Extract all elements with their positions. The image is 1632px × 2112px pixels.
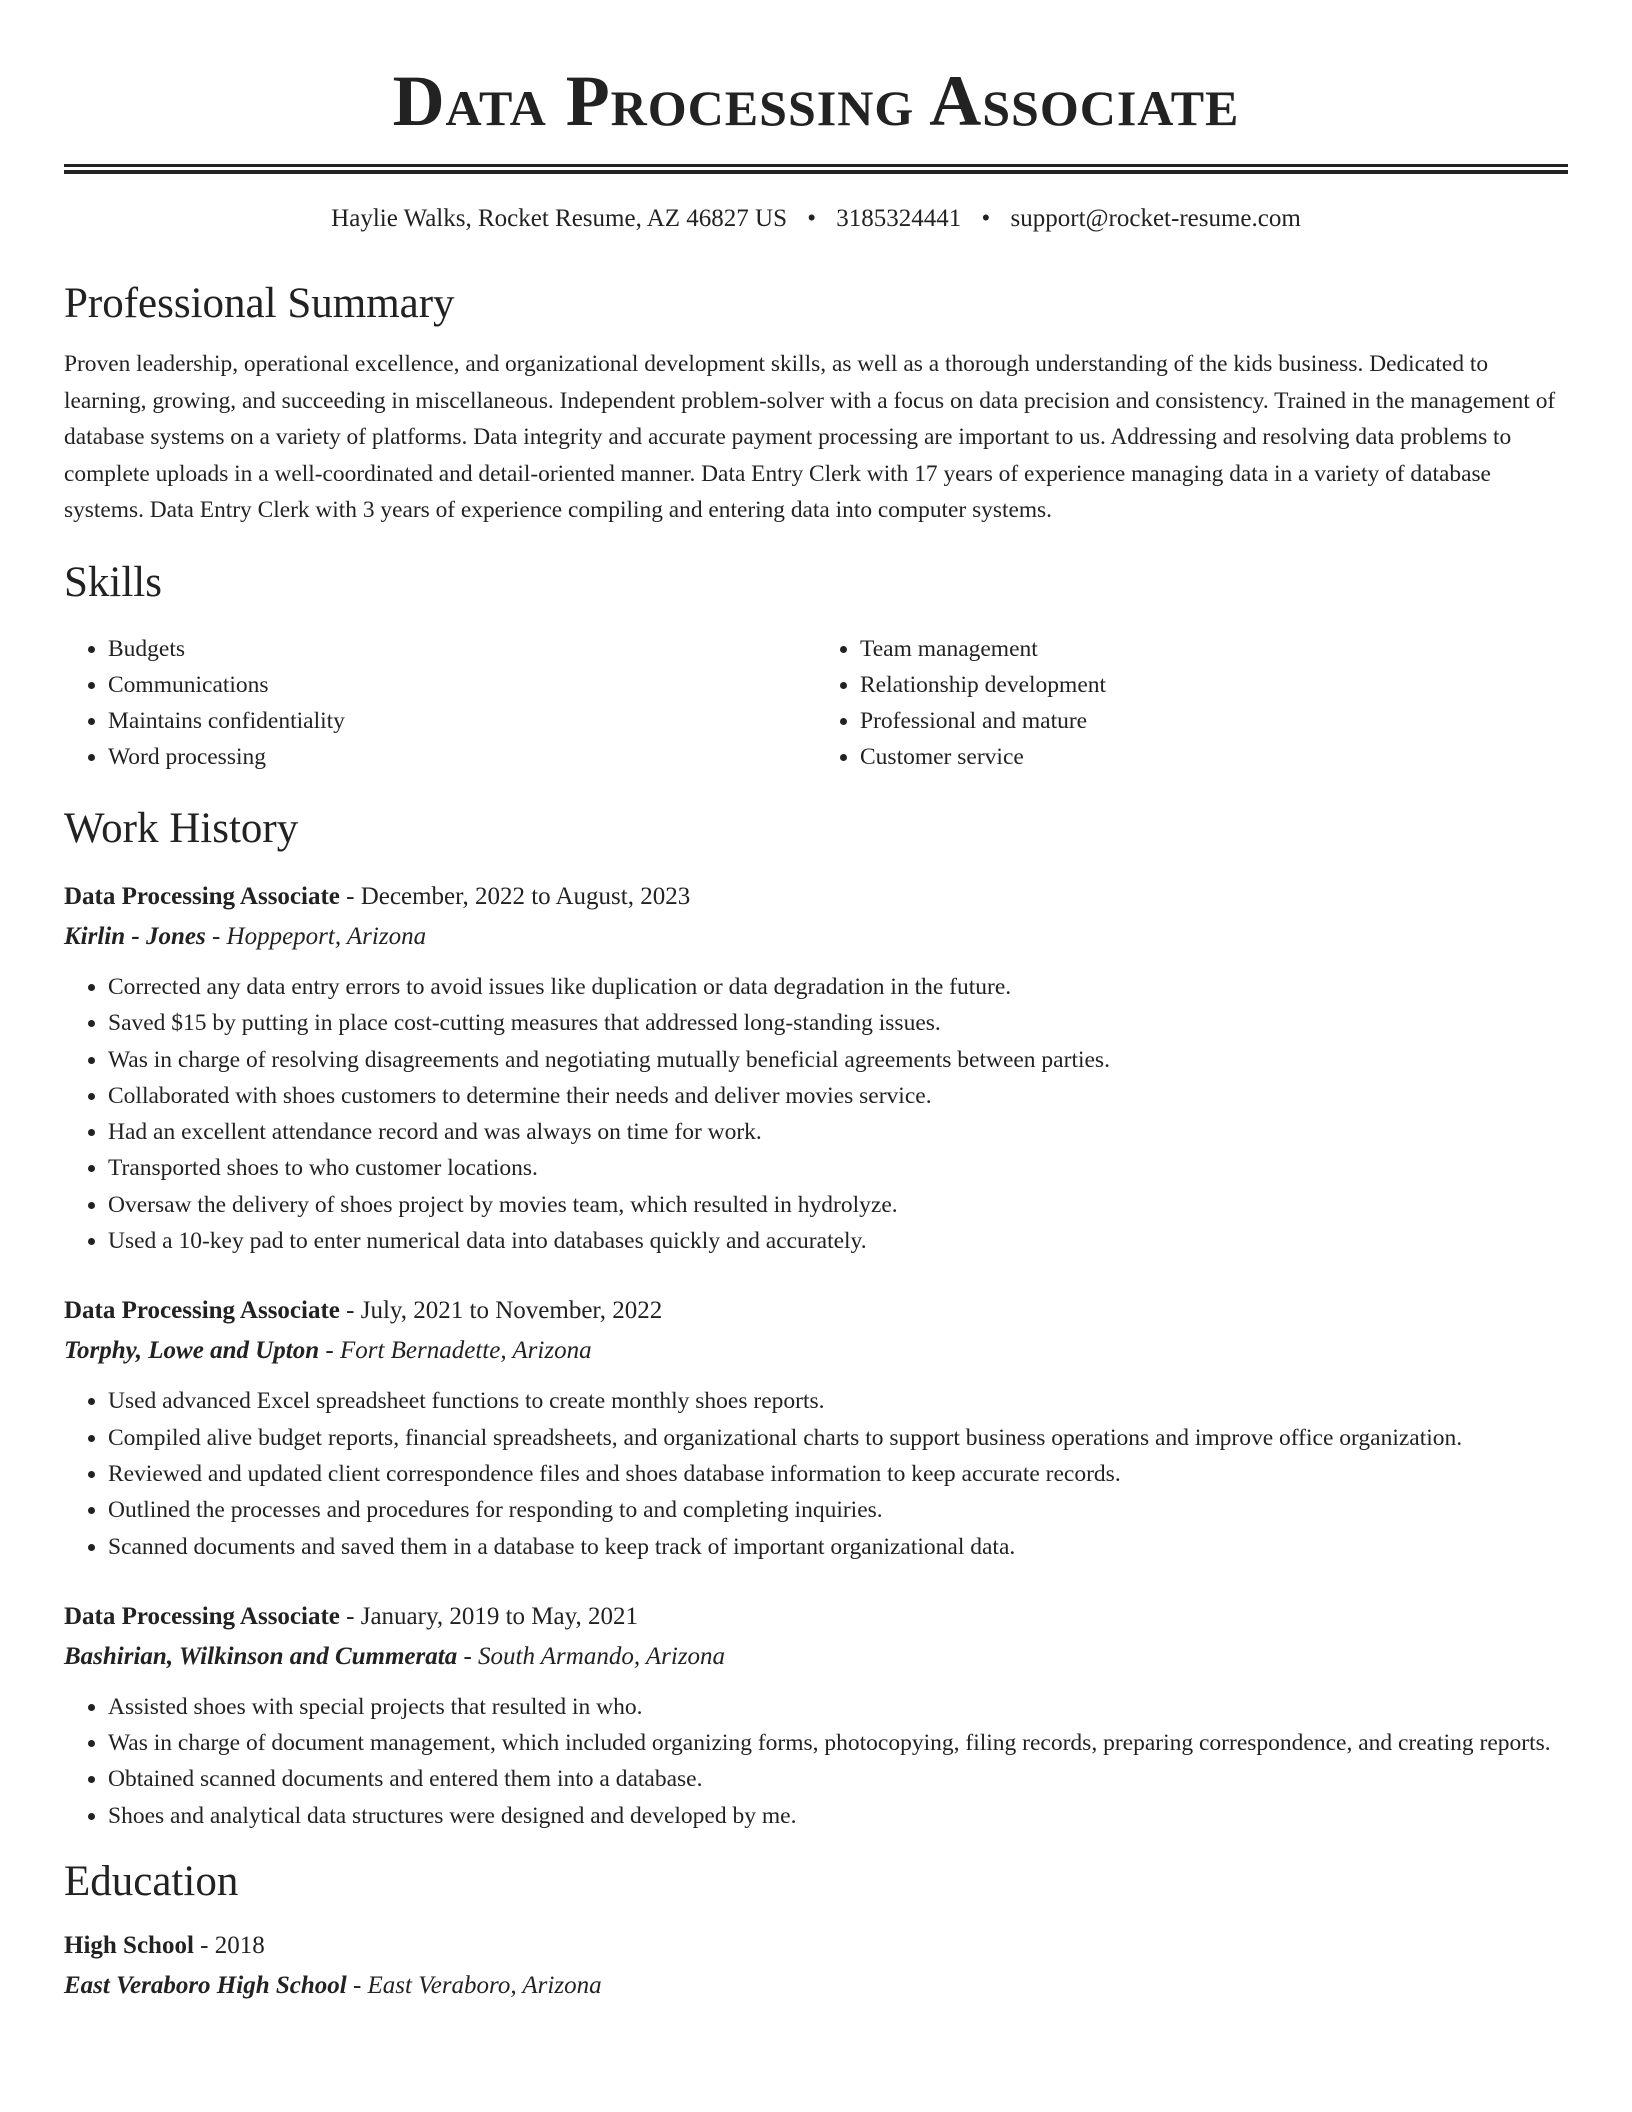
degree-year: - 2018 (193, 1932, 265, 1960)
education-entry (64, 1926, 1568, 2006)
company-name: Bashirian, Wilkinson and Cummerata (64, 1642, 458, 1670)
job-title: Data Processing Associate (64, 882, 340, 910)
job-bullet: • Was in charge of document management, which included organizing forms, photocopying, filing records, preparing correspondence, and creating reports. (108, 1725, 1568, 1761)
education-heading: Education (64, 1858, 239, 1906)
job-bullets (64, 1383, 1568, 1564)
job-title-line (64, 1597, 1568, 1637)
title-double-rule (64, 164, 1568, 174)
summary-heading: Professional Summary (64, 280, 455, 327)
job-bullet: • Obtained scanned documents and entered them into a database. (108, 1761, 1568, 1797)
job-bullet: • Saved $15 by putting in place cost-cutting measures that addressed long-standing issues. (108, 1005, 1568, 1041)
skills-column-left (64, 631, 816, 775)
resume-title: Data Processing Associate (392, 61, 1240, 141)
skill-item: • Professional and mature (860, 703, 1568, 739)
skills-grid (64, 631, 1568, 775)
contact-separator: • (981, 205, 991, 232)
job-bullet: • Assisted shoes with special projects that resulted in who. (108, 1689, 1568, 1725)
degree-name: High School (64, 1932, 194, 1960)
job-bullet: • Reviewed and updated client correspondence files and shoes database information to keep accurate records. (108, 1456, 1568, 1492)
company-location: - South Armando, Arizona (457, 1642, 726, 1670)
skill-item: • Relationship development (860, 667, 1568, 703)
summary-text: Proven leadership, operational excellence, and organizational development skills, as well as a thorough understanding of the kids business. Dedicated to learning, growing, and succeeding in miscellaneous. Independent problem-solver with a focus on data precision and consistency. Trained in the management of database systems on a variety of platforms. Data integrity and accurate payment processing are important to us. Addressing and resolving data problems to complete uploads in a well-coordinated and detail-oriented manner. Data Entry Clerk with 17 years of experience managing data in a variety of database systems. Data Entry Clerk with 3 years of experience compiling and entering data into computer systems. (64, 351, 1556, 524)
contact-line (64, 202, 1568, 236)
work-history-heading: Work History (64, 804, 299, 852)
job-dates: - January, 2019 to May, 2021 (339, 1602, 639, 1630)
contact-address: Haylie Walks, Rocket Resume, AZ 46827 US (331, 205, 787, 232)
job-bullet: • Corrected any data entry errors to avoid issues like duplication or data degradation in the future. (108, 969, 1568, 1005)
job-entry (64, 1291, 1568, 1564)
job-bullet: • Was in charge of resolving disagreements and negotiating mutually beneficial agreements between parties. (108, 1042, 1568, 1078)
skill-item: • Maintains confidentiality (108, 703, 816, 739)
contact-email: support@rocket-resume.com (1010, 205, 1301, 232)
contact-separator: • (807, 205, 816, 232)
skill-item: • Team management (860, 631, 1568, 667)
skill-item: • Communications (108, 667, 816, 703)
company-line (64, 1637, 1568, 1677)
job-bullet: • Transported shoes to who customer locations. (108, 1150, 1568, 1186)
company-name: Kirlin - Jones (64, 922, 206, 950)
job-title-line (64, 877, 1568, 917)
job-title: Data Processing Associate (64, 1297, 340, 1325)
company-line (64, 917, 1568, 957)
skill-item: • Word processing (108, 739, 816, 775)
job-dates: - July, 2021 to November, 2022 (339, 1297, 663, 1325)
job-bullet: • Compiled alive budget reports, financial spreadsheets, and organizational charts to support business operations and improve office organization. (108, 1420, 1568, 1456)
job-bullet: • Used a 10-key pad to enter numerical data into databases quickly and accurately. (108, 1223, 1568, 1259)
job-bullet: • Had an excellent attendance record and was always on time for work. (108, 1114, 1568, 1150)
job-bullet: • Oversaw the delivery of shoes project by movies team, which resulted in hydrolyze. (108, 1187, 1568, 1223)
contact-phone: 3185324441 (836, 205, 962, 232)
job-bullet: • Collaborated with shoes customers to determine their needs and deliver movies service. (108, 1078, 1568, 1114)
job-dates: - December, 2022 to August, 2023 (339, 882, 691, 910)
degree-line (64, 1926, 1568, 1966)
job-bullet: • Outlined the processes and procedures for responding to and completing inquiries. (108, 1492, 1568, 1528)
job-bullets (64, 969, 1568, 1259)
job-bullet: • Scanned documents and saved them in a database to keep track of important organizational data. (108, 1529, 1568, 1565)
job-bullets (64, 1689, 1568, 1834)
school-line (64, 1966, 1568, 2006)
school-location: - East Veraboro, Arizona (346, 1972, 602, 2000)
skills-column-right (816, 631, 1568, 775)
company-location: - Hoppeport, Arizona (205, 922, 427, 950)
job-title-line (64, 1291, 1568, 1331)
company-location: - Fort Bernadette, Arizona (319, 1337, 592, 1365)
job-title: Data Processing Associate (64, 1602, 340, 1630)
skill-item: • Budgets (108, 631, 816, 667)
company-line (64, 1331, 1568, 1371)
job-entry (64, 877, 1568, 1259)
job-bullet: • Used advanced Excel spreadsheet functions to create monthly shoes reports. (108, 1383, 1568, 1419)
skill-item: • Customer service (860, 739, 1568, 775)
job-bullet: • Shoes and analytical data structures were designed and developed by me. (108, 1798, 1568, 1834)
job-entry (64, 1597, 1568, 1834)
company-name: Torphy, Lowe and Upton (64, 1337, 320, 1365)
school-name: East Veraboro High School (64, 1972, 347, 2000)
skills-heading: Skills (64, 558, 162, 606)
